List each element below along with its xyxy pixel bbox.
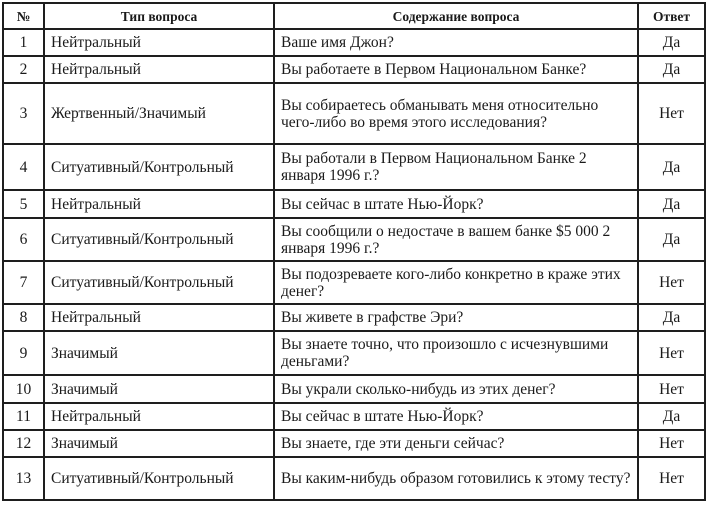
answer: Да bbox=[638, 218, 705, 261]
question-content: Вы сейчас в штате Нью-Йорк? bbox=[274, 190, 638, 218]
table-row bbox=[3, 403, 705, 430]
answer: Нет bbox=[638, 83, 705, 144]
question-type: Ситуативный/Контрольный bbox=[44, 218, 274, 261]
question-type: Значимый bbox=[44, 430, 274, 457]
answer: Нет bbox=[638, 457, 705, 500]
table-row bbox=[3, 56, 705, 83]
row-number: 2 bbox=[3, 56, 44, 83]
table-row bbox=[3, 29, 705, 56]
question-content: Ваше имя Джон? bbox=[274, 29, 638, 56]
table-row bbox=[3, 144, 705, 190]
question-content: Вы сейчас в штате Нью-Йорк? bbox=[274, 403, 638, 430]
row-number: 9 bbox=[3, 331, 44, 375]
answer: Да bbox=[638, 304, 705, 331]
table-row bbox=[3, 261, 705, 304]
row-number: 4 bbox=[3, 144, 44, 190]
question-content: Вы каким-нибудь образом готовились к этому тесту? bbox=[274, 457, 638, 500]
header-number: № bbox=[3, 3, 44, 29]
question-type: Ситуативный/Контрольный bbox=[44, 457, 274, 500]
table-row bbox=[3, 218, 705, 261]
row-number: 5 bbox=[3, 190, 44, 218]
header-question-content: Содержание вопроса bbox=[274, 3, 638, 29]
polygraph-questions-table bbox=[2, 2, 706, 501]
answer: Да bbox=[638, 190, 705, 218]
question-type: Нейтральный bbox=[44, 29, 274, 56]
question-type: Нейтральный bbox=[44, 304, 274, 331]
table-row bbox=[3, 430, 705, 457]
row-number: 1 bbox=[3, 29, 44, 56]
question-type: Значимый bbox=[44, 331, 274, 375]
answer: Да bbox=[638, 403, 705, 430]
question-content: Вы сообщили о недостаче в вашем банке $5 000 2 января 1996 г.? bbox=[274, 218, 638, 261]
table-row bbox=[3, 83, 705, 144]
header-answer: Ответ bbox=[638, 3, 705, 29]
row-number: 7 bbox=[3, 261, 44, 304]
table-row bbox=[3, 375, 705, 403]
header-question-type: Тип вопроса bbox=[44, 3, 274, 29]
answer: Нет bbox=[638, 331, 705, 375]
answer: Да bbox=[638, 144, 705, 190]
row-number: 12 bbox=[3, 430, 44, 457]
table-header-row bbox=[3, 3, 705, 29]
question-type: Нейтральный bbox=[44, 190, 274, 218]
answer: Нет bbox=[638, 375, 705, 403]
table-row bbox=[3, 457, 705, 500]
question-type: Нейтральный bbox=[44, 403, 274, 430]
row-number: 3 bbox=[3, 83, 44, 144]
question-type: Ситуативный/Контрольный bbox=[44, 261, 274, 304]
row-number: 13 bbox=[3, 457, 44, 500]
question-content: Вы украли сколько-нибудь из этих денег? bbox=[274, 375, 638, 403]
answer: Да bbox=[638, 56, 705, 83]
row-number: 6 bbox=[3, 218, 44, 261]
question-content: Вы знаете точно, что произошло с исчезнувшими деньгами? bbox=[274, 331, 638, 375]
question-content: Вы живете в графстве Эри? bbox=[274, 304, 638, 331]
question-type: Ситуативный/Контрольный bbox=[44, 144, 274, 190]
row-number: 8 bbox=[3, 304, 44, 331]
table-row bbox=[3, 331, 705, 375]
answer: Нет bbox=[638, 261, 705, 304]
table-row bbox=[3, 304, 705, 331]
question-content: Вы собираетесь обманывать меня относительно чего-либо во время этого исследования? bbox=[274, 83, 638, 144]
question-type: Жертвенный/Значимый bbox=[44, 83, 274, 144]
answer: Да bbox=[638, 29, 705, 56]
row-number: 10 bbox=[3, 375, 44, 403]
question-content: Вы работаете в Первом Национальном Банке? bbox=[274, 56, 638, 83]
question-type: Значимый bbox=[44, 375, 274, 403]
question-content: Вы подозреваете кого-либо конкретно в краже этих денег? bbox=[274, 261, 638, 304]
answer: Нет bbox=[638, 430, 705, 457]
question-content: Вы знаете, где эти деньги сейчас? bbox=[274, 430, 638, 457]
row-number: 11 bbox=[3, 403, 44, 430]
question-content: Вы работали в Первом Национальном Банке 2 января 1996 г.? bbox=[274, 144, 638, 190]
question-type: Нейтральный bbox=[44, 56, 274, 83]
table-row bbox=[3, 190, 705, 218]
